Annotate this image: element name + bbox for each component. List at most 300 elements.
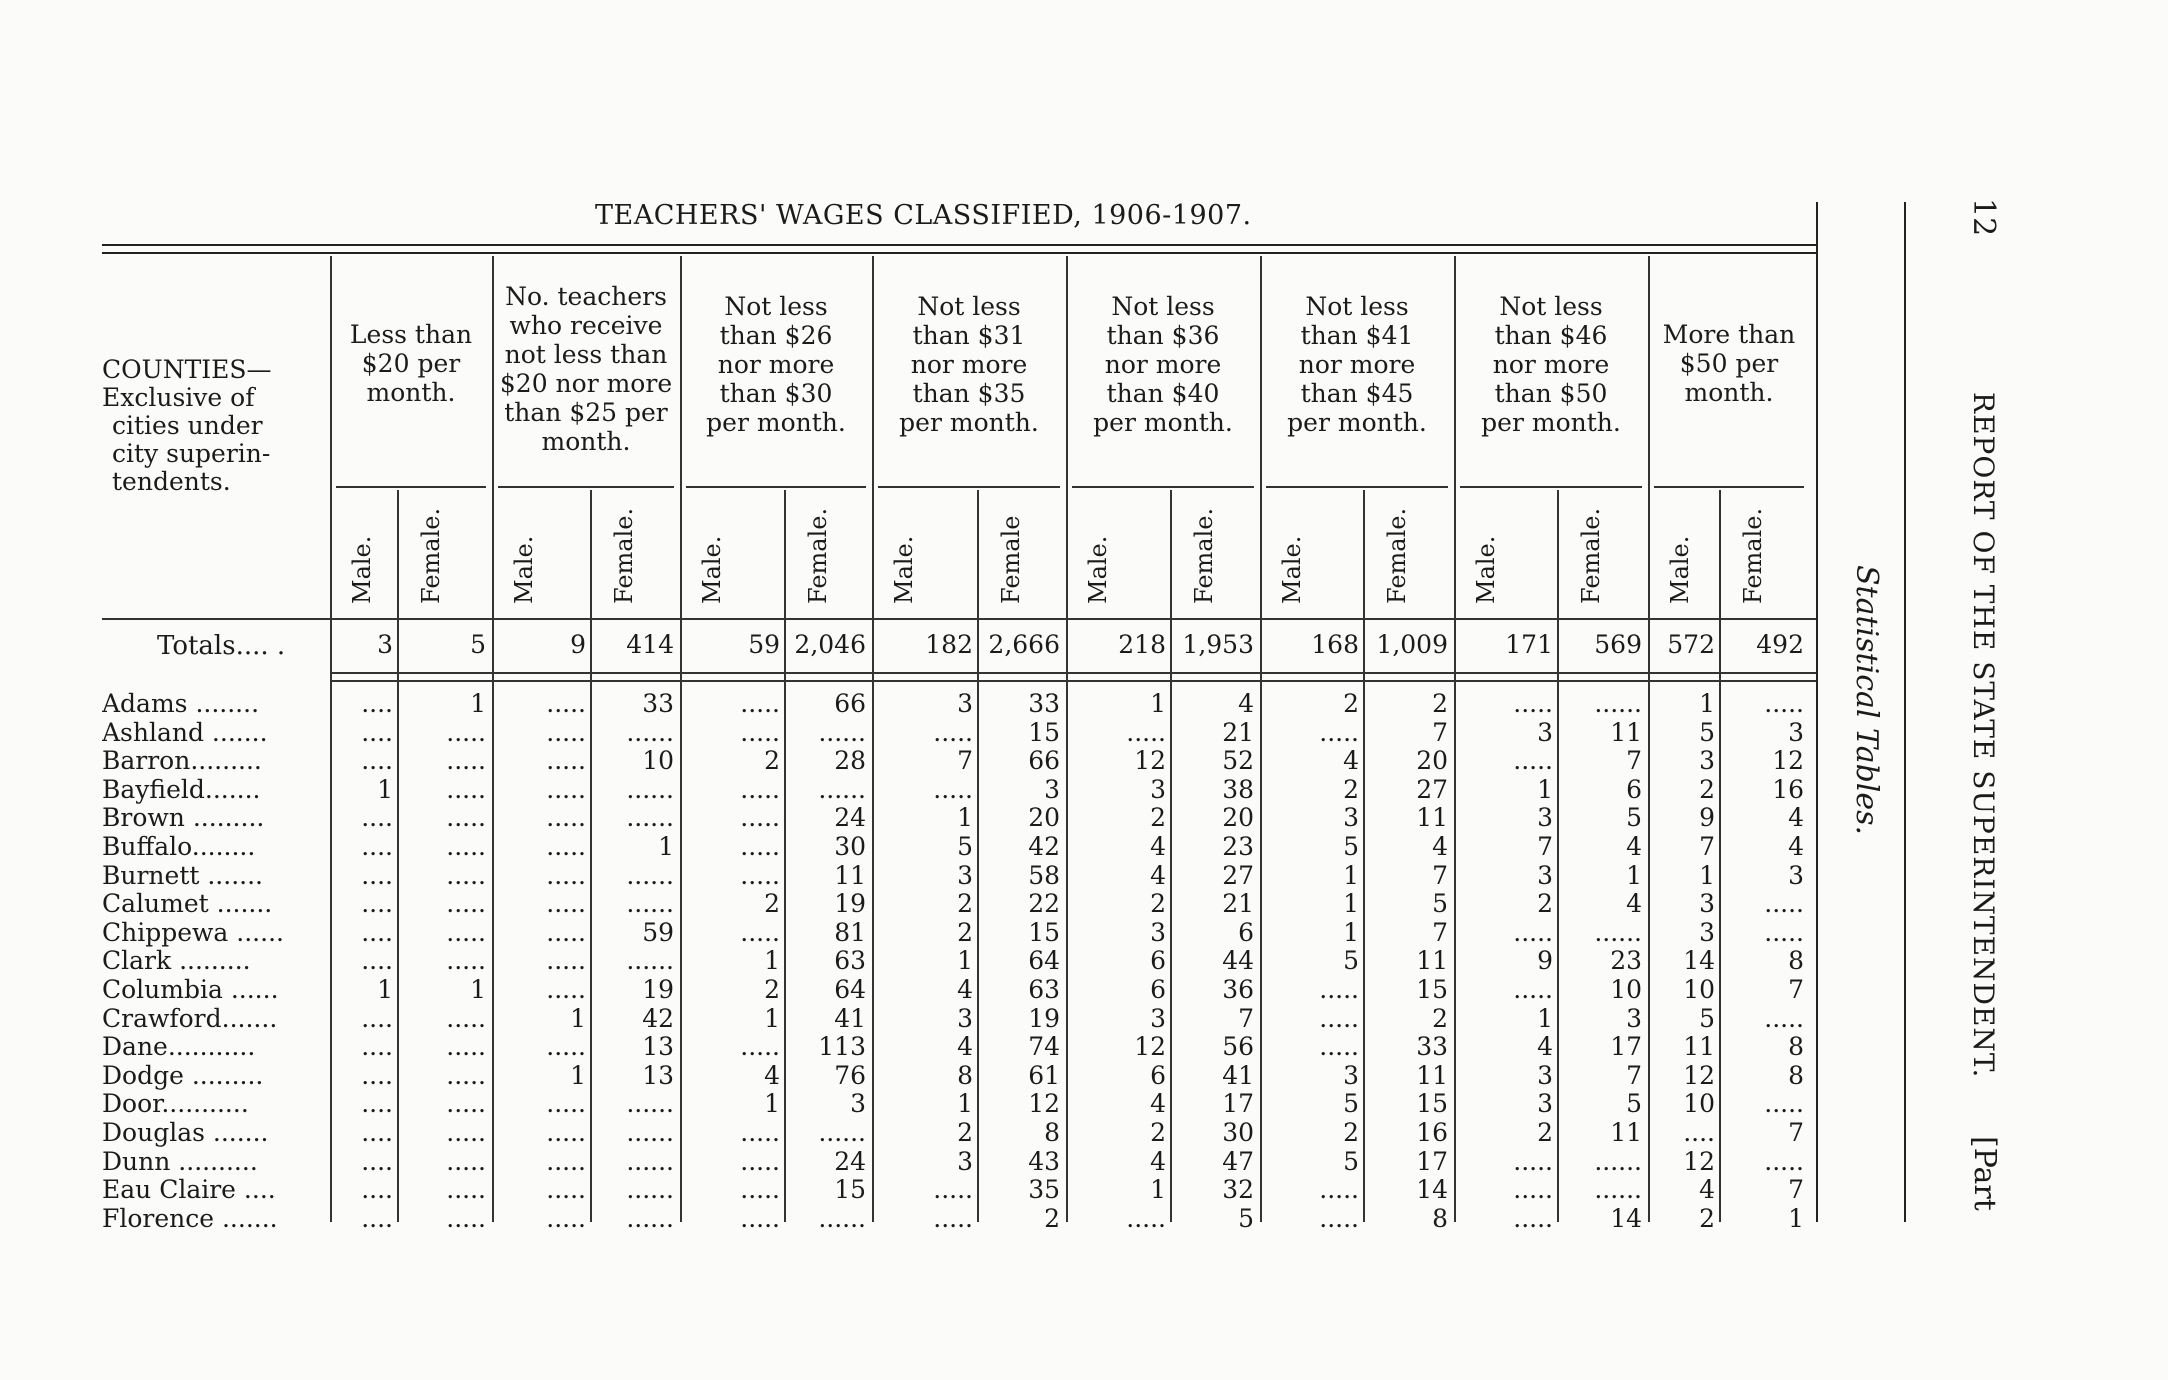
table-cell: ..... [1764,1146,1804,1176]
table-cell: 1 [470,689,486,718]
table-cell: ..... [740,717,780,747]
table-cell: 4 [1432,832,1448,861]
table-cell: 2 [1343,689,1359,718]
table-cell: 2 [1537,1118,1553,1147]
table-cell: ..... [446,717,486,747]
table-cell: ..... [740,774,780,804]
group-header-line: than $46 [1494,321,1608,350]
table-cell: .... [361,1003,393,1033]
table-cell: ..... [1513,689,1553,718]
table-cell: 23 [1222,832,1254,861]
table-cell: ..... [1319,975,1359,1004]
county-name: Eau Claire .... [102,1176,276,1205]
table-cell: ..... [446,1146,486,1176]
table-cell: 24 [834,803,866,833]
male-label: Male. [348,535,376,604]
table-cell: 3 [1537,803,1553,833]
table-cell: 4 [1788,803,1804,833]
group-header-line: Less than [349,320,473,349]
table-cell: 17 [1610,1032,1642,1062]
totals-cell: 492 [1756,630,1804,659]
totals-cell: 182 [925,630,973,659]
table-cell: ..... [1319,1003,1359,1033]
table-cell: 1 [1537,1003,1553,1033]
table-cell: 21 [1222,889,1254,919]
table-cell: 2 [764,975,780,1004]
table-cell: 2 [1343,1118,1359,1147]
table-cell: 15 [1028,917,1060,947]
table-cell: 3 [957,1003,973,1033]
county-name: Calumet ....... [102,890,273,919]
table-cell: 7 [1432,860,1448,890]
table-cell: 4 [1537,1032,1553,1062]
table-cell: ...... [626,946,674,976]
table-cell: ..... [446,746,486,776]
table-cell: 24 [834,1146,866,1176]
table-cell: ..... [1319,717,1359,747]
table-cell: ...... [626,1089,674,1119]
group-header-line: nor more [1104,350,1222,379]
table-cell: ..... [546,1203,586,1233]
table-cell: ..... [1513,1175,1553,1205]
top-rule [102,244,1818,246]
table-cell: ...... [626,774,674,804]
table-cell: ..... [446,1089,486,1119]
table-cell: 2 [1150,803,1166,833]
table-cell: .... [361,1203,393,1233]
table-cell: 41 [834,1003,866,1033]
table-cell: .... [361,1060,393,1090]
table-cell: 7 [1788,1118,1804,1147]
female-label: Female. [1739,507,1767,604]
group-header [684,292,868,437]
table-cell: ..... [1764,1089,1804,1119]
table-cell: 23 [1610,946,1642,976]
table-cell: 2 [957,1118,973,1147]
table-cell: 19 [1028,1003,1060,1033]
group-underline [336,486,486,488]
table-cell: 41 [1222,1060,1254,1090]
table-cell: 1 [570,1060,586,1090]
table-cell: 1 [470,975,486,1004]
table-cell: 1 [764,1003,780,1033]
table-cell: 13 [642,1032,674,1062]
county-name: Douglas ....... [102,1119,269,1147]
table-cell: ..... [546,746,586,776]
table-cell: 15 [1416,975,1448,1004]
county-name: Bayfield....... [102,775,261,804]
table-cell: ..... [446,774,486,804]
group-underline [1460,486,1642,488]
group-header-line: than $25 per [504,398,668,427]
group-header-line: nor more [1298,350,1416,379]
group-header-line: than $30 [719,379,833,408]
totals-cell: 171 [1505,630,1553,659]
table-cell: 64 [1028,946,1060,976]
table-cell: 1 [1788,1203,1804,1233]
table-cell: ..... [740,1118,780,1147]
group-header-line: per month. [1093,408,1233,437]
county-name: Door........... [102,1090,249,1119]
female-label: Female [997,515,1025,604]
group-header-line: $20 per [361,349,461,378]
table-cell: 1 [1537,774,1553,804]
table-cell: 3 [850,1089,866,1119]
table-cell: 2 [1150,1118,1166,1147]
table-cell: .... [361,860,393,890]
table-cell: 8 [1788,1032,1804,1062]
table-cell: 11 [1610,1118,1642,1147]
table-cell: ...... [626,717,674,747]
table-cell: 2 [1432,689,1448,718]
table-cell: ...... [626,889,674,919]
table-cell: .... [361,1032,393,1062]
table-cell: 1 [1150,1175,1166,1205]
table-cell: .... [361,803,393,833]
table-cell: ..... [1764,689,1804,718]
table-cell: 3 [1788,717,1804,747]
table-cell: 43 [1028,1146,1060,1176]
totals-cell: 2,046 [794,630,866,659]
table-cell: 12 [1028,1089,1060,1119]
table-cell: ..... [1513,1146,1553,1176]
table-cell: 4 [1343,746,1359,776]
table-cell: 11 [1610,717,1642,747]
table-cell: 2 [957,889,973,919]
county-name: Dane........... [102,1033,256,1062]
table-cell: 12 [1134,746,1166,776]
table-cell: 20 [1222,803,1254,833]
table-cell: 63 [834,946,866,976]
table-cell: 6 [1626,774,1642,804]
table-cell: .... [361,1118,393,1147]
table-cell: 6 [1150,1060,1166,1090]
table-cell: 8 [1044,1118,1060,1147]
running-head: REPORT OF THE STATE SUPERINTENDENT. [1967,392,2000,1079]
table-cell: 4 [1626,832,1642,861]
table-cell: 3 [957,860,973,890]
table-cell: 1 [957,1089,973,1119]
group-header [496,282,676,456]
table-cell: 16 [1772,774,1804,804]
table-cell: 2 [1537,889,1553,919]
table-cell: ..... [1513,746,1553,776]
male-label: Male. [698,535,726,604]
male-label: Male. [1666,535,1694,604]
table-cell: ..... [933,774,973,804]
table-cell: 3 [1537,1060,1553,1090]
table-cell: .... [361,946,393,976]
table-cell: ..... [1513,975,1553,1004]
table-cell: 8 [1788,946,1804,976]
table-cell: 42 [642,1003,674,1033]
table-cell: .... [361,1175,393,1205]
table-cell: 63 [1028,975,1060,1004]
table-cell: 17 [1222,1089,1254,1119]
table-cell: 17 [1416,1146,1448,1176]
table-cell: 3 [1343,1060,1359,1090]
group-header-line: nor more [910,350,1028,379]
table-cell: 66 [1028,746,1060,776]
table-cell: 6 [1150,975,1166,1004]
group-header [1070,292,1256,437]
table-cell: 12 [1683,1146,1715,1176]
table-cell: 6 [1150,946,1166,976]
table-cell: ..... [546,803,586,833]
county-name: Chippewa ...... [102,918,284,947]
table-cell: 7 [1626,1060,1642,1090]
table-cell: .... [361,917,393,947]
section-title: Statistical Tables. [1849,565,1884,836]
table-cell: 5 [1626,803,1642,833]
table-cell: 1 [1343,860,1359,890]
table-cell: 2 [1044,1203,1060,1233]
table-cell: ..... [446,1118,486,1147]
group-header-line: per month. [1481,408,1621,437]
table-cell: 56 [1222,1032,1254,1062]
table-cell: ..... [740,832,780,861]
table-cell: 3 [957,689,973,718]
table-cell: ...... [626,860,674,890]
group-header-line: Not less [1499,292,1603,321]
table-cell: ...... [818,774,866,804]
group-header-line: than $40 [1106,379,1220,408]
table-cell: ...... [818,1118,866,1147]
table-cell: ..... [740,860,780,890]
table-cell: 7 [1432,917,1448,947]
group-header-line: than $35 [912,379,1026,408]
group-header-line: per month. [1287,408,1427,437]
table-cell: 9 [1537,946,1553,976]
table-cell: 59 [642,917,674,947]
group-header-line: Not less [917,292,1021,321]
table-cell: 3 [957,1146,973,1176]
table-cell: 14 [1683,946,1715,976]
table-cell: 4 [1699,1175,1715,1205]
table-cell: ..... [446,1060,486,1090]
table-cell: .... [361,889,393,919]
table-cell: 1 [1626,860,1642,890]
table-cell: ..... [1126,1203,1166,1233]
table-cell: 21 [1222,717,1254,747]
county-name: Buffalo........ [102,833,256,861]
table-cell: 3 [1699,917,1715,947]
table-cell: 9 [1699,803,1715,833]
table-cell: 6 [1238,917,1254,947]
group-header-line: nor more [1492,350,1610,379]
header-bottom-rule [102,618,1816,620]
counties-header-line: COUNTIES— [102,355,272,384]
totals-cell: 5 [470,630,486,659]
table-cell: ...... [626,1203,674,1233]
table-cell: 11 [1683,1032,1715,1062]
table-cell: 33 [1416,1032,1448,1062]
table-cell: ..... [446,832,486,861]
table-cell: 2 [1699,774,1715,804]
table-cell: 3 [1044,774,1060,804]
table-cell: ..... [740,1175,780,1205]
table-cell: ..... [1513,917,1553,947]
page-title: TEACHERS' WAGES CLASSIFIED, 1906-1907. [595,200,1252,231]
table-cell: 3 [1537,717,1553,747]
totals-rule [330,672,1816,674]
table-cell: 19 [642,975,674,1004]
group-header-line: nor more [717,350,835,379]
table-cell: 58 [1028,860,1060,890]
table-cell: 5 [1626,1089,1642,1119]
table-cell: 33 [1028,689,1060,718]
county-name: Florence ....... [102,1204,278,1233]
female-label: Female. [417,507,445,604]
table-cell: 11 [1416,1060,1448,1090]
table-cell: 10 [1683,1089,1715,1119]
table-cell: 113 [818,1032,866,1062]
counties-header-line: city superin- [112,439,271,468]
county-name: Dunn .......... [102,1147,258,1176]
counties-header-line: Exclusive of [102,383,255,412]
totals-cell: 1,953 [1182,630,1254,659]
counties-header-line: cities under [112,411,263,440]
table-cell: .... [361,832,393,861]
table-cell: ..... [546,1118,586,1147]
table-cell: .... [361,1089,393,1119]
male-label: Male. [1472,535,1500,604]
table-cell: 11 [1416,946,1448,976]
group-header-line: per month. [899,408,1039,437]
table-cell: ..... [1764,889,1804,919]
table-cell: ..... [740,1203,780,1233]
table-cell: ..... [446,1175,486,1205]
table-cell: 61 [1028,1060,1060,1090]
group-underline [686,486,866,488]
table-cell: 3 [1150,917,1166,947]
table-cell: 1 [658,832,674,861]
table-cell: ..... [546,1146,586,1176]
group-header [334,320,488,407]
table-cell: 52 [1222,746,1254,776]
group-header-line: than $45 [1300,379,1414,408]
table-cell: 2 [1343,774,1359,804]
group-header-line: Not less [1111,292,1215,321]
table-cell: 12 [1134,1032,1166,1062]
table-cell: 7 [1626,746,1642,776]
county-name: Adams ........ [102,690,260,718]
group-underline [498,486,674,488]
county-name: Dodge ......... [102,1061,264,1090]
totals-cell: 9 [570,630,586,659]
table-cell: 1 [1343,917,1359,947]
group-underline [878,486,1060,488]
table-cell: 4 [1150,1146,1166,1176]
table-cell: .... [361,717,393,747]
female-label: Female. [1577,507,1605,604]
table-cell: 3 [1699,746,1715,776]
table-cell: 10 [642,746,674,776]
right-rule [1816,202,1818,1222]
table-cell: ...... [626,1175,674,1205]
group-header-line: not less than [504,340,668,369]
group-header-line: month. [1684,378,1774,407]
table-cell: 1 [1699,689,1715,718]
totals-cell: 218 [1118,630,1166,659]
table-cell: 35 [1028,1175,1060,1205]
table-cell: ..... [446,917,486,947]
table-cell: 7 [1238,1003,1254,1033]
table-cell: ..... [933,717,973,747]
table-cell: ...... [626,1146,674,1176]
table-cell: 15 [1416,1089,1448,1119]
table-cell: ...... [1594,689,1642,718]
group-underline [1266,486,1448,488]
table-cell: 7 [1788,975,1804,1004]
female-label: Female. [804,507,832,604]
table-cell: ..... [740,1032,780,1062]
table-cell: .... [361,746,393,776]
female-label: Female. [610,507,638,604]
group-header [876,292,1062,437]
table-cell: 1 [764,1089,780,1119]
table-cell: 8 [1432,1203,1448,1233]
county-name: Burnett ....... [102,861,263,890]
male-label: Male. [1278,535,1306,604]
table-cell: 2 [957,917,973,947]
group-header-line: month. [541,427,631,456]
table-cell: ..... [740,1146,780,1176]
table-cell: ..... [740,917,780,947]
table-cell: 1 [377,774,393,804]
county-name: Brown ......... [102,804,265,833]
table-cell: 64 [834,975,866,1004]
table-cell: ..... [546,689,586,718]
group-header [1264,292,1450,437]
group-underline [1654,486,1804,488]
table-cell: 5 [957,832,973,861]
totals-cell: 1,009 [1376,630,1448,659]
table-cell: ..... [933,1203,973,1233]
table-cell: 20 [1416,746,1448,776]
table-cell: 20 [1028,803,1060,833]
table-cell: 15 [834,1175,866,1205]
table-cell: 1 [764,946,780,976]
table-cell: ..... [546,1089,586,1119]
table-cell: 38 [1222,774,1254,804]
group-header-line: $20 nor more [499,369,673,398]
table-cell: ..... [740,803,780,833]
table-cell: ..... [546,860,586,890]
totals-cell: 3 [377,630,393,659]
table-cell: ..... [446,946,486,976]
table-cell: ..... [546,774,586,804]
table-cell: ..... [546,717,586,747]
totals-cell: 572 [1667,630,1715,659]
group-underline [1072,486,1254,488]
table-cell: 5 [1238,1203,1254,1233]
table-cell: 28 [834,746,866,776]
table-cell: 4 [764,1060,780,1090]
table-cell: 7 [957,746,973,776]
table-cell: 2 [1699,1203,1715,1233]
part-label: [Part [1967,1136,2002,1211]
group-header-line: Not less [724,292,828,321]
table-cell: 74 [1028,1032,1060,1062]
female-label: Female. [1190,507,1218,604]
table-cell: 5 [1699,717,1715,747]
group-header-line: Not less [1305,292,1409,321]
table-cell: 7 [1537,832,1553,861]
table-cell: ..... [1126,717,1166,747]
table-cell: 2 [1150,889,1166,919]
table-cell: 4 [1150,860,1166,890]
